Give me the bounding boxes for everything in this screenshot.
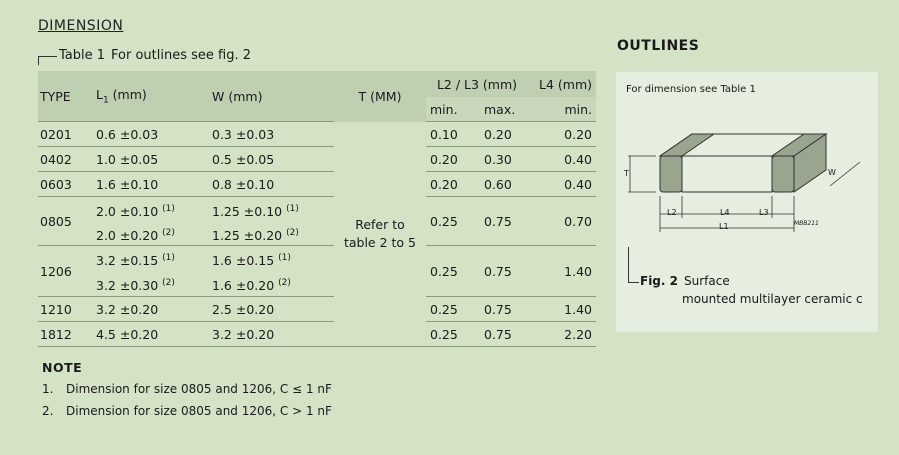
table-caption <box>38 48 251 65</box>
figure-code: MBB211 <box>794 220 819 227</box>
note-title: NOTE <box>42 360 83 375</box>
cell-l4: 1.40 <box>528 297 596 322</box>
table-row <box>38 297 596 322</box>
cell-w: 1.25 ±0.10 $^{(1)}$ 1.25 ±0.20 $^{(2)}$ <box>208 197 334 246</box>
cell-l1: 3.2 ±0.20 <box>92 297 208 322</box>
figure-caption: Fig. 2 Surface mounted multilayer ceramic c <box>640 274 863 306</box>
table-row <box>38 147 596 172</box>
cell-min: 0.20 <box>426 172 480 197</box>
cell-min: 0.10 <box>426 122 480 147</box>
table-row <box>38 246 596 297</box>
header-l1: $L_1$ (mm) <box>92 71 208 122</box>
section-title: DIMENSION <box>38 18 124 34</box>
note-item: 1. Dimension for size 0805 and 1206, C ≤ 1 nF <box>42 382 332 396</box>
cell-w: 0.3 ±0.03 <box>208 122 334 147</box>
label-t: T <box>624 169 629 178</box>
cell-type: 1812 <box>38 322 92 347</box>
outlines-title: OUTLINES <box>617 38 700 54</box>
label-l4: L4 <box>720 208 730 217</box>
cell-max: 0.75 <box>480 322 528 347</box>
cell-l1: 0.6 ±0.03 <box>92 122 208 147</box>
header-t: T (MM) <box>334 71 426 122</box>
cell-min: 0.25 <box>426 246 480 297</box>
table-row <box>38 122 596 147</box>
label-l3: L3 <box>759 208 769 217</box>
outline-figure <box>616 72 878 332</box>
header-type: TYPE <box>38 71 92 122</box>
cell-type: 0603 <box>38 172 92 197</box>
note-item: 2. Dimension for size 0805 and 1206, C > 1 nF <box>42 404 332 418</box>
table-row <box>38 322 596 347</box>
cell-max: 0.20 <box>480 122 528 147</box>
cell-min: 0.20 <box>426 147 480 172</box>
header-w: W (mm) <box>208 71 334 122</box>
cell-w: 1.6 ±0.15 $^{(1)}$ 1.6 ±0.20 $^{(2)}$ <box>208 246 334 297</box>
cell-l4: 1.40 <box>528 246 596 297</box>
cell-l1: 3.2 ±0.15 $^{(1)}$ 3.2 ±0.30 $^{(2)}$ <box>92 246 208 297</box>
cell-min: 0.25 <box>426 297 480 322</box>
cell-min: 0.25 <box>426 322 480 347</box>
figure-note: For dimension see Table 1 <box>626 84 756 95</box>
cell-w: 3.2 ±0.20 <box>208 322 334 347</box>
label-l1: L1 <box>719 222 729 231</box>
dimension-table <box>38 71 596 347</box>
cell-type: 0201 <box>38 122 92 147</box>
cell-max: 0.60 <box>480 172 528 197</box>
cell-l1: 1.0 ±0.05 <box>92 147 208 172</box>
cell-type: 1210 <box>38 297 92 322</box>
cell-w: 2.5 ±0.20 <box>208 297 334 322</box>
cell-l4: 0.40 <box>528 147 596 172</box>
cell-w: 0.8 ±0.10 <box>208 172 334 197</box>
caption-bracket <box>628 247 639 283</box>
cell-l1: 1.6 ±0.10 <box>92 172 208 197</box>
cell-w: 0.5 ±0.05 <box>208 147 334 172</box>
table-row <box>38 197 596 246</box>
cell-l4: 0.20 <box>528 122 596 147</box>
label-w: W <box>828 168 836 177</box>
caption-bracket <box>38 56 57 65</box>
header-l4: L4 (mm) <box>528 71 596 97</box>
cell-max: 0.75 <box>480 197 528 246</box>
cell-type: 0805 <box>38 197 92 246</box>
header-max: max. <box>480 97 528 122</box>
cell-min: 0.25 <box>426 197 480 246</box>
cell-max: 0.75 <box>480 297 528 322</box>
cell-l4: 0.70 <box>528 197 596 246</box>
capacitor-drawing <box>616 100 878 270</box>
cell-type: 0402 <box>38 147 92 172</box>
table-caption-text: For outlines see fig. 2 <box>111 48 252 63</box>
cell-t-merged: Refer to table 2 to 5 <box>343 216 417 250</box>
cell-type: 1206 <box>38 246 92 297</box>
header-l4-min: min. <box>528 97 596 122</box>
cell-l1: 2.0 ±0.10 $^{(1)}$ 2.0 ±0.20 $^{(2)}$ <box>92 197 208 246</box>
table-row <box>38 172 596 197</box>
table-caption-label: Table 1 <box>59 48 106 63</box>
label-l2: L2 <box>667 208 677 217</box>
header-min: min. <box>426 97 480 122</box>
cell-l1: 4.5 ±0.20 <box>92 322 208 347</box>
header-l2l3: L2 / L3 (mm) <box>426 71 528 97</box>
cell-max: 0.75 <box>480 246 528 297</box>
cell-max: 0.30 <box>480 147 528 172</box>
cell-l4: 0.40 <box>528 172 596 197</box>
cell-l4: 2.20 <box>528 322 596 347</box>
